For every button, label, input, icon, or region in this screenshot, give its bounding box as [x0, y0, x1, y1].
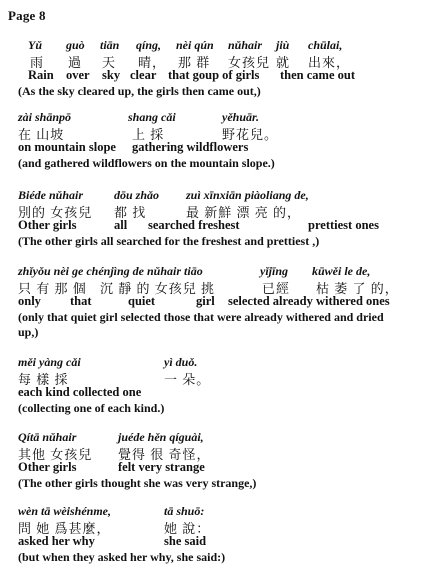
pinyin-line [18, 38, 418, 52]
pinyin-line [18, 504, 418, 518]
english-word: clear [130, 68, 157, 82]
english-word: each kind collected one [18, 385, 142, 399]
pinyin-word: jiù [276, 38, 290, 52]
chinese-word: 一 朵。 [164, 372, 211, 387]
pinyin-word: měi yàng cǎi [18, 355, 81, 369]
translation-line: (The other girls all searched for the freshest and prettiest ,) [18, 234, 320, 248]
pinyin-word: Yǔ [28, 38, 43, 52]
english-word: Other girls [18, 218, 77, 232]
english-gloss-line [18, 294, 418, 310]
chinese-word: 只 有 那 個 [18, 281, 87, 296]
chinese-word: 雨 [30, 55, 45, 70]
pinyin-word: Biéde nǔhair [18, 188, 84, 202]
stanza-2 [18, 110, 418, 171]
english-gloss-line [18, 385, 418, 401]
pinyin-word: guò [66, 38, 85, 52]
chinese-line [18, 124, 418, 140]
pinyin-word: yěhuār. [222, 110, 260, 124]
chinese-line [18, 52, 418, 68]
english-word: that goup of girls [168, 68, 260, 82]
english-word: gathering wildflowers [132, 140, 249, 154]
translation-line: (As the sky cleared up, the girls then came out,) [18, 84, 261, 98]
pinyin-line [18, 110, 418, 124]
pinyin-word: juéde hěn qíguài, [118, 430, 204, 444]
english-gloss-line [18, 534, 418, 550]
chinese-word: 天 [102, 55, 117, 70]
chinese-word: 在 山坡 [18, 127, 65, 142]
pinyin-word: tiān [100, 38, 120, 52]
page-number: Page 8 [8, 8, 46, 23]
english-word: searched freshest [148, 218, 240, 232]
chinese-word: 過 [68, 55, 83, 70]
pinyin-word: qíng, [136, 38, 162, 52]
chinese-word: 已經 [262, 281, 291, 296]
english-word: all [114, 218, 128, 232]
chinese-word: 她 說： [164, 521, 211, 536]
english-word: felt very strange [118, 460, 205, 474]
english-word: quiet [128, 294, 156, 308]
chinese-line [18, 202, 418, 218]
chinese-word: 沉 靜 的 女孩兒 挑 [100, 281, 216, 296]
chinese-word: 其他 女孩兒 [18, 447, 93, 462]
english-gloss-line [18, 460, 418, 476]
english-word: over [66, 68, 90, 82]
english-word: girl [196, 294, 215, 308]
translation-line: (The other girls thought she was very strange,) [18, 476, 257, 490]
chinese-word: 最 新鮮 漂 亮 的， [186, 205, 302, 220]
translation-line: (collecting one of each kind.) [18, 401, 165, 415]
chinese-line [18, 444, 418, 460]
translation-line: (only that quiet girl selected those that were already withered and dried [18, 310, 384, 324]
pinyin-word: nǔhair [228, 38, 263, 52]
english-gloss-line [18, 68, 418, 84]
english-gloss-line [18, 140, 418, 156]
chinese-word: 上 採 [132, 127, 165, 142]
translation-line-continued: up,) [18, 325, 39, 339]
pinyin-word: yǐjīng [260, 264, 289, 278]
english-word: then came out [280, 68, 355, 82]
pinyin-word: yì duǒ. [164, 355, 198, 369]
pinyin-word: chūlai, [308, 38, 343, 52]
chinese-line [18, 278, 418, 294]
chinese-word: 枯 萎 了 的， [316, 281, 399, 296]
english-word: only [18, 294, 41, 308]
pinyin-line [18, 188, 418, 202]
chinese-word: 野花兒。 [222, 127, 279, 142]
chinese-line [18, 518, 418, 534]
chinese-line [18, 369, 418, 385]
english-word: on mountain slope [18, 140, 116, 154]
chinese-word: 問 她 爲甚麼， [18, 521, 111, 536]
pinyin-word: shang cǎi [128, 110, 176, 124]
stanza-6 [18, 430, 418, 491]
english-word: Rain [28, 68, 54, 82]
chinese-word: 那 群 [178, 55, 211, 70]
chinese-word: 別的 女孩兒 [18, 205, 93, 220]
pinyin-word: nèi qún [176, 38, 214, 52]
pinyin-word: zhǐyǒu nèi ge chénjìng de nǔhair tiāo [18, 264, 203, 278]
stanza-5 [18, 355, 418, 416]
translation-line: (but when they asked her why, she said:) [18, 550, 226, 564]
english-gloss-line [18, 218, 418, 234]
english-word: prettiest ones [308, 218, 379, 232]
pinyin-line [18, 430, 418, 444]
chinese-word: 出來， [308, 55, 351, 70]
pinyin-word: zuì xīnxiān piàoliang de, [186, 188, 309, 202]
chinese-word: 女孩兒 [228, 55, 271, 70]
chinese-word: 晴， [138, 55, 167, 70]
english-word: asked her why [18, 534, 95, 548]
pinyin-word: Qítā nǔhair [18, 430, 77, 444]
pinyin-line [18, 264, 418, 278]
english-word: sky [102, 68, 121, 82]
stanza-3 [18, 188, 418, 249]
chinese-word: 都 找 [114, 205, 147, 220]
chinese-word: 每 樣 採 [18, 372, 69, 387]
english-word: she said [164, 534, 207, 548]
pinyin-word: tā shuō: [164, 504, 205, 518]
pinyin-word: kūwěi le de, [312, 264, 371, 278]
chinese-word: 覺得 很 奇怪， [118, 447, 211, 462]
chinese-word: 就 [276, 55, 291, 70]
stanza-7 [18, 504, 418, 565]
stanza-4 [18, 264, 418, 340]
pinyin-line [18, 355, 418, 369]
translation-line: (and gathered wildflowers on the mountain slope.) [18, 156, 275, 170]
english-word: Other girls [18, 460, 77, 474]
pinyin-word: zài shānpō [18, 110, 72, 124]
english-word: that [70, 294, 92, 308]
pinyin-word: wèn tā wèishénme, [18, 504, 112, 518]
english-word: selected already withered ones [228, 294, 390, 308]
stanza-1 [18, 38, 418, 99]
pinyin-word: dōu zhǎo [114, 188, 160, 202]
